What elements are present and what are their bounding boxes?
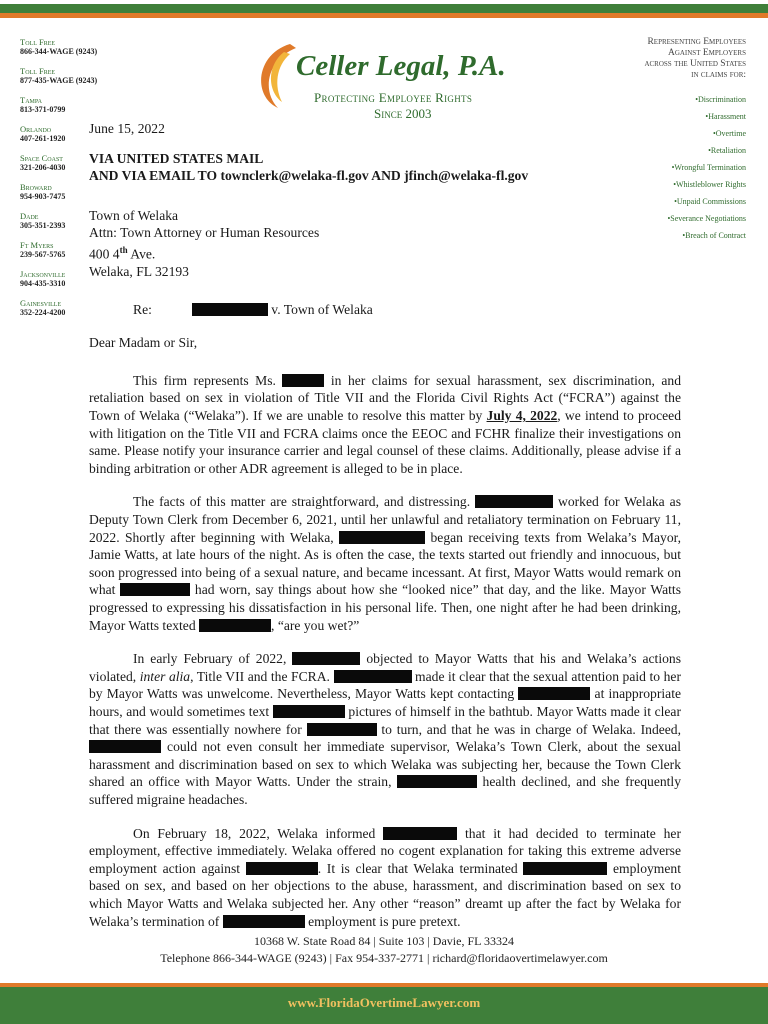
salutation: Dear Madam or Sir, — [89, 335, 198, 351]
redaction-block — [246, 862, 318, 875]
firm-logo — [248, 32, 528, 122]
redaction-block — [192, 303, 268, 316]
redaction-block — [397, 775, 477, 788]
office-item: Toll Free 866-344-WAGE (9243) — [20, 37, 98, 56]
re-line: Re: v. Town of Welaka — [133, 301, 373, 317]
practice-area-item: • Wrongful Termination — [556, 159, 746, 176]
practice-area-item: • Unpaid Commissions — [556, 193, 746, 210]
redaction-block — [383, 827, 457, 840]
deadline-date: July 4, 2022 — [486, 408, 558, 424]
practice-area-item: • Harassment — [556, 108, 746, 125]
redaction-block — [89, 740, 161, 753]
footer-contact: Telephone 866-344-WAGE (9243) | Fax 954-337-2771 | richard@floridaovertimelawyer.com — [160, 951, 608, 965]
office-item: Tampa 813-371-0799 — [20, 95, 66, 114]
website-link[interactable]: www.FloridaOvertimeLawyer.com — [287, 995, 481, 1010]
redaction-block — [518, 687, 590, 700]
redaction-block — [475, 495, 553, 508]
redaction-block — [282, 374, 324, 387]
paragraph-2: The facts of this matter are straightforward, and distressing. worked for Welaka as Deputy Town Clerk from December 6, 2021, until her unlawful and retaliatory termination on February 11, 2022. Shortly after beginning with Welaka, began receiving texts from Welaka’s Mayor, Jamie Watts, at late hours of the night. As is often the case, the texts started out friendly and innocuous, but soon progressed into being of a sexual nature, and became incessant. At first, Mayor Watts would remark on what had worn, say things about how she “looked nice” that day, and the like. Mayor Watts progressed to expressing his dissatisfaction in his personal life. Then, one night after he had been drinking, Mayor Watts texted , “are you wet?” — [89, 494, 681, 633]
letter-date: June 15, 2022 — [89, 121, 165, 136]
bottom-color-band — [0, 983, 768, 1024]
paragraph-3: In early February of 2022, objected to Mayor Watts that his and Welaka’s actions violated, inter alia, Title VII and the FCRA. made it clear that the sexual attention paid to her by Mayor Watts was unwelcome. Nevertheless, Mayor Watts kept contacting at inappropriate hours, and would sometimes text pictures of himself in the bathtub. Mayor Watts made it clear that there was essentially nowhere for to turn, and that he was in charge of Welaka. Indeed, could not even consult her immediate supervisor, Welaka’s Town Clerk, about the sexual harassment and discrimination based on sex to which Welaka was subjecting her, because the Town Clerk shared an office with Mayor Watts. Under the strain, health declined, and she frequently suffered migraine headaches. — [89, 651, 682, 807]
office-item: Space Coast 321-206-4030 — [20, 153, 66, 172]
redaction-block — [223, 915, 305, 928]
practice-area-item: • Overtime — [556, 125, 746, 142]
office-item: Jacksonville 904-435-3310 — [20, 269, 66, 288]
redaction-block — [334, 670, 412, 683]
firm-tagline: Protecting Employee Rights — [314, 90, 473, 105]
office-item: Toll Free 877-435-WAGE (9243) — [20, 66, 98, 85]
firm-name: Celler Legal, P.A. — [296, 50, 506, 82]
paragraph-4: On February 18, 2022, Welaka informed that it had decided to terminate her employment, effective immediately. Welaka offered no cogent explanation for taking this extreme adverse employment action against . It is clear that Welaka terminated employment based on sex, and based on her objections to the abuse, harassment, and discrimination based on sex to which Mayor Watts and Welaka subjected her. Any other “reason” dreamt up after the fact by Welaka for Welaka’s termination of employment is pure pretext. — [89, 825, 681, 929]
delivery-method: VIA UNITED STATES MAIL AND VIA EMAIL TO townclerk@welaka-fl.gov AND jfinch@welaka-fl.gov — [89, 150, 529, 184]
redaction-block — [339, 531, 425, 544]
practice-areas: Representing Employees Against Employers across the United States in claims for: • Discrimination • Harassment • Overtime • Retaliation • Wrongful Termination • Whistleblower Rights • Unpaid Commissions • Severance Negotiations • Breach of Contract — [556, 37, 746, 244]
office-item: Orlando 407-261-1920 — [20, 124, 66, 143]
top-color-band — [0, 0, 768, 24]
redaction-block — [273, 705, 345, 718]
practice-heading: Representing Employees — [647, 37, 746, 47]
redaction-block — [523, 862, 607, 875]
firm-since: Since 2003 — [374, 106, 432, 121]
office-item: Broward 954-903-7475 — [20, 182, 66, 201]
footer-address: 10368 W. State Road 84 | Suite 103 | Davie, FL 33324 — [253, 934, 514, 948]
practice-area-item: • Retaliation — [556, 142, 746, 159]
practice-area-item: • Severance Negotiations — [556, 210, 746, 227]
practice-area-item: • Breach of Contract — [556, 227, 746, 244]
office-item: Gainesville 352-224-4200 — [20, 298, 66, 317]
practice-area-item: • Whistleblower Rights — [556, 176, 746, 193]
redaction-block — [307, 723, 377, 736]
recipient-address: Town of Welaka Attn: Town Attorney or Human Resources 400 4th Ave. Welaka, FL 32193 — [89, 207, 320, 280]
office-item: Dade 305-351-2393 — [20, 211, 66, 230]
redaction-block — [292, 652, 360, 665]
practice-area-item: • Discrimination — [556, 91, 746, 108]
redaction-block — [120, 583, 190, 596]
paragraph-1: This firm represents Ms. in her claims for sexual harassment, sex discrimination, and retaliation based on sex in violation of Title VII and the Florida Civil Rights Act (“FCRA”) against the Town of Welaka (“Welaka”). If we are unable to resolve this matter by July 4, 2022, we intend to proceed with litigation on the Title VII and FCRA claims once the EEOC and FCHR finalize their investigations on same. Please notify your insurance carrier and legal counsel of these claims. Additionally, please advise if a binding arbitration or other ADR agreement is alleged to be in place. — [89, 372, 682, 476]
office-item: Ft Myers 239-567-5765 — [20, 240, 66, 259]
letterhead-footer — [0, 933, 768, 967]
redaction-block — [199, 619, 271, 632]
letter-body — [89, 120, 681, 944]
